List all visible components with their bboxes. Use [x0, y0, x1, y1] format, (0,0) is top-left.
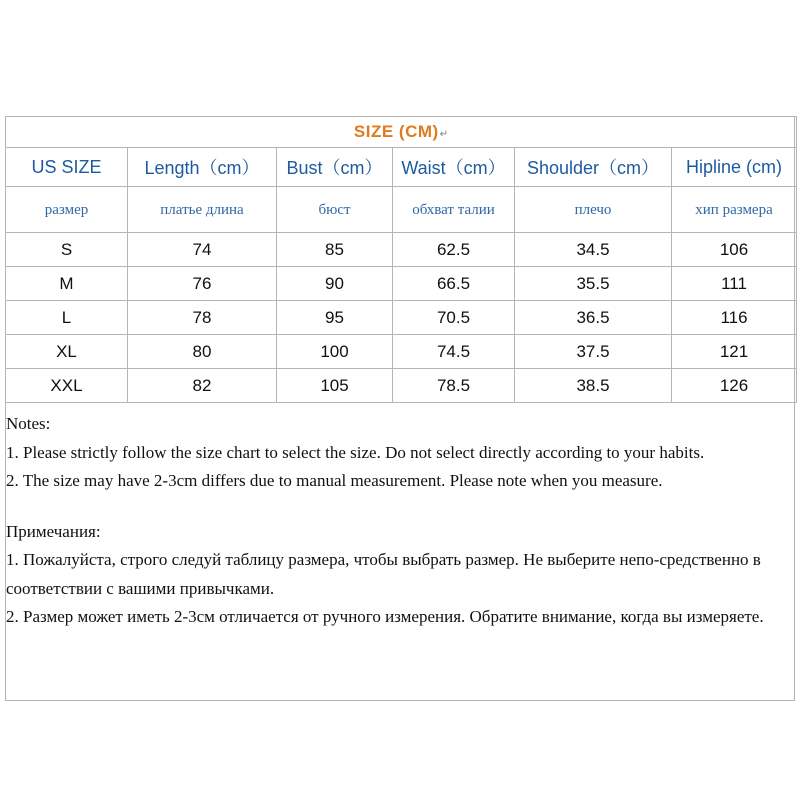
- table-row: [6, 267, 797, 301]
- header-ru-shoulder: плечо: [574, 201, 612, 218]
- size-label: M: [59, 273, 74, 293]
- header-cell: [6, 187, 128, 233]
- table-cell: [515, 267, 672, 301]
- header-cell: [515, 148, 672, 187]
- table-cell: [393, 267, 515, 301]
- table-cell: [128, 369, 277, 403]
- table-row: [6, 369, 797, 403]
- table-cell: [672, 369, 797, 403]
- hipline-value: 106: [719, 239, 749, 259]
- hipline-value: 121: [719, 341, 749, 361]
- header-hipline: Hipline (cm): [686, 156, 783, 177]
- shoulder-value: 37.5: [576, 341, 610, 361]
- shoulder-value: 35.5: [576, 273, 610, 293]
- header-cell: [128, 187, 277, 233]
- waist-value: 62.5: [436, 239, 471, 259]
- shoulder-value: 34.5: [576, 239, 610, 259]
- header-cell: [128, 148, 277, 187]
- bust-value: 100: [320, 341, 349, 361]
- table-cell: [672, 301, 797, 335]
- table-row: [6, 233, 797, 267]
- header-cell: [6, 148, 128, 187]
- length-value: 78: [192, 307, 212, 327]
- header-cell: [277, 148, 393, 187]
- bust-value: 85: [325, 239, 344, 259]
- header-ru-length: платье длина: [160, 201, 244, 218]
- table-cell: [672, 335, 797, 369]
- paragraph-mark-icon: ↵: [439, 129, 449, 140]
- header-cell: [515, 187, 672, 233]
- header-waist: Waist（cm）: [401, 158, 506, 178]
- size-label: XL: [56, 341, 77, 361]
- table-cell: [393, 335, 515, 369]
- table-cell: [515, 335, 672, 369]
- header-ru-waist: обхват талии: [412, 201, 495, 218]
- notes-spacer: [6, 496, 792, 518]
- size-label: S: [60, 239, 73, 259]
- length-value: 74: [192, 239, 212, 259]
- table-cell: [672, 267, 797, 301]
- bust-value: 105: [320, 375, 349, 395]
- size-label: L: [61, 307, 72, 327]
- table-cell: [128, 335, 277, 369]
- table-cell: [128, 233, 277, 267]
- header-us-size: US SIZE: [31, 156, 102, 177]
- table-cell: [6, 335, 128, 369]
- header-length: Length（cm）: [144, 158, 260, 178]
- hipline-value: 126: [719, 375, 749, 395]
- size-chart-table: [5, 116, 797, 403]
- header-row-english: [6, 148, 797, 187]
- table-cell: [515, 233, 672, 267]
- header-ru-hipline: хип размера: [695, 201, 773, 218]
- waist-value: 66.5: [436, 273, 471, 293]
- table-title: SIZE (CM): [353, 122, 439, 141]
- header-cell: [393, 187, 515, 233]
- hipline-value: 111: [721, 273, 747, 293]
- table-cell: [6, 233, 128, 267]
- table-cell: [277, 233, 393, 267]
- notes-heading: Notes:: [6, 414, 51, 433]
- table-cell: [277, 301, 393, 335]
- size-label: XXL: [50, 375, 83, 395]
- table-cell: [393, 369, 515, 403]
- table-cell: [277, 267, 393, 301]
- header-row-russian: [6, 187, 797, 233]
- table-cell: [128, 301, 277, 335]
- notes-heading-russian: Примечания:: [6, 521, 101, 541]
- table-cell: [515, 301, 672, 335]
- note-item-russian: 1. Пожалуйста, строго следуй таблицу размера, чтобы выбрать размер. Не выберите непо-средственно в соответствии с вашими привычками.: [6, 550, 761, 598]
- header-cell: [672, 187, 797, 233]
- table-cell: [6, 369, 128, 403]
- header-bust: Bust（cm）: [286, 158, 383, 178]
- waist-value: 78.5: [436, 375, 471, 395]
- header-shoulder: Shoulder（cm）: [526, 158, 660, 178]
- header-cell: [672, 148, 797, 187]
- notes-section: [6, 410, 792, 632]
- table-cell: [277, 369, 393, 403]
- header-cell: [277, 187, 393, 233]
- header-cell: [393, 148, 515, 187]
- table-row: [6, 335, 797, 369]
- table-cell: [393, 301, 515, 335]
- table-cell: [393, 233, 515, 267]
- header-ru-size: размер: [44, 201, 89, 218]
- table-title-row: [6, 117, 797, 148]
- hipline-value: 116: [720, 307, 748, 327]
- table-cell: [672, 233, 797, 267]
- bust-value: 90: [325, 273, 344, 293]
- table-cell: [6, 267, 128, 301]
- table-cell: [128, 267, 277, 301]
- length-value: 82: [192, 375, 212, 395]
- note-item-russian: 2. Размер может иметь 2-3см отличается от ручного измерения. Обратите внимание, когда вы измеряете.: [6, 607, 764, 626]
- note-item: 2. The size may have 2-3cm differs due to manual measurement. Please note when you measure.: [6, 471, 663, 490]
- header-ru-bust: бюст: [318, 201, 351, 218]
- length-value: 80: [192, 341, 212, 361]
- bust-value: 95: [325, 307, 344, 327]
- table-row: [6, 301, 797, 335]
- waist-value: 70.5: [436, 307, 471, 327]
- waist-value: 74.5: [436, 341, 471, 361]
- table-cell: [6, 301, 128, 335]
- length-value: 76: [192, 273, 212, 293]
- note-item: 1. Please strictly follow the size chart to select the size. Do not select directly according to your habits.: [6, 442, 705, 462]
- shoulder-value: 36.5: [576, 307, 610, 327]
- shoulder-value: 38.5: [576, 375, 610, 395]
- table-cell: [277, 335, 393, 369]
- table-cell: [515, 369, 672, 403]
- table-title-cell: [6, 117, 797, 148]
